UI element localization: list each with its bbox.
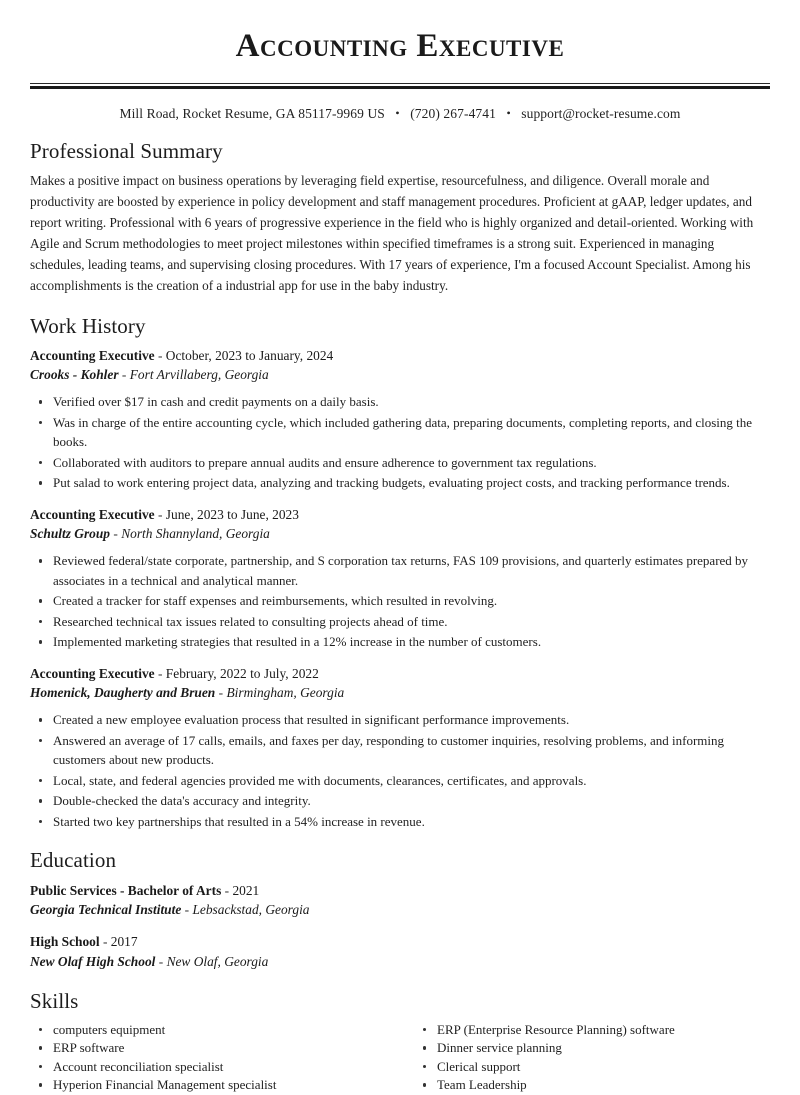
skills-list-right: [414, 1021, 770, 1095]
contact-line: [30, 106, 770, 122]
skills-columns: [30, 1021, 770, 1095]
section-heading-work-history: Work History: [30, 313, 146, 338]
contact-separator-2: •: [506, 106, 511, 121]
summary-text: Makes a positive impact on business operations by leveraging field expertise, resourcefulness, and diligence. Overall morale and productivity are boosted by experience in policy development and staff management procedures. Proficient at gAAP, ledger updates, and report writing. Professional with 6 years of progressive experience in the field who is highly organized and detail-oriented. Working with Agile and Scrum methodologies to meet project milestones within specified timeframes is a strong suit. Experienced in managing schedules, leading teams, and supervising closing procedures. With 17 years of experience, I'm a focused Account Specialist. Among his accomplishments is the creation of a industrial app for use in the baby industry.: [30, 173, 754, 293]
skills-column-right: [400, 1021, 770, 1095]
list-item: computers equipment: [30, 1021, 400, 1039]
company-separator: -: [113, 526, 118, 542]
divider-rule-thick: [30, 86, 770, 89]
list-item: Started two key partnerships that resulted in a 54% increase in revenue.: [30, 812, 770, 832]
job-title: Accounting Executive: [30, 665, 155, 681]
job-location: Fort Arvillaberg, Georgia: [129, 367, 269, 383]
list-item: Hyperion Financial Management specialist: [30, 1076, 400, 1094]
list-item: ERP (Enterprise Resource Planning) software: [414, 1021, 770, 1039]
list-item: Verified over $17 in cash and credit payments on a daily basis.: [30, 392, 770, 412]
job-company-line: [30, 365, 770, 385]
education-year: 2017: [110, 934, 138, 950]
education-school: Georgia Technical Institute: [30, 902, 182, 918]
education-degree-line: [30, 881, 770, 900]
list-item: Answered an average of 17 calls, emails, and faxes per day, responding to customer inquiries, resolving problems, and informing customers about new products.: [30, 731, 770, 770]
header-divider: [30, 83, 770, 89]
education-entry: [30, 932, 770, 972]
resume-header: [30, 26, 770, 122]
skills-column-left: [30, 1021, 400, 1095]
job-dates: October, 2023 to January, 2024: [165, 347, 334, 363]
resume-document: [0, 26, 800, 1095]
job-title: Accounting Executive: [30, 506, 155, 522]
education-school-separator: -: [158, 953, 164, 969]
section-heading-skills: Skills: [30, 988, 79, 1013]
job-separator: -: [157, 665, 163, 681]
page-title: Accounting Executive: [235, 28, 565, 64]
job-dates: February, 2022 to July, 2022: [165, 665, 319, 681]
job-company: Schultz Group: [30, 526, 111, 542]
contact-email[interactable]: support@rocket-resume.com: [521, 106, 681, 122]
education-separator: -: [224, 882, 230, 898]
job-title-line: [30, 505, 770, 524]
job-title-line: [30, 664, 770, 683]
list-item: Implemented marketing strategies that resulted in a 12% increase in the number of customers.: [30, 632, 770, 652]
job-separator: -: [157, 347, 163, 363]
education-degree: High School: [30, 934, 100, 950]
job-location: Birmingham, Georgia: [226, 685, 345, 701]
job-entry: [30, 664, 770, 832]
list-item: Was in charge of the entire accounting cycle, which included gathering data, preparing documents, completing reports, and closing the books.: [30, 413, 770, 452]
job-title: Accounting Executive: [30, 347, 155, 363]
job-company: Crooks - Kohler: [30, 367, 119, 383]
list-item: Team Leadership: [414, 1076, 770, 1094]
section-skills: [30, 989, 770, 1095]
job-entry: [30, 346, 770, 493]
list-item: Local, state, and federal agencies provided me with documents, clearances, certificates, and approvals.: [30, 771, 770, 791]
list-item: Account reconciliation specialist: [30, 1058, 400, 1076]
contact-address: Mill Road, Rocket Resume, GA 85117-9969 US: [119, 106, 385, 122]
job-separator: -: [157, 506, 163, 522]
list-item: Dinner service planning: [414, 1039, 770, 1057]
job-bullet-list: [30, 551, 770, 652]
job-company-line: [30, 524, 770, 544]
list-item: Double-checked the data's accuracy and integrity.: [30, 791, 770, 811]
list-item: ERP software: [30, 1039, 400, 1057]
company-separator: -: [121, 367, 127, 383]
education-separator: -: [102, 934, 108, 950]
education-school: New Olaf High School: [30, 953, 156, 969]
section-heading-education: Education: [30, 848, 117, 873]
job-company-line: [30, 683, 770, 703]
education-location: New Olaf, Georgia: [166, 953, 269, 969]
education-year: 2021: [232, 882, 260, 898]
skills-list-left: [30, 1021, 400, 1095]
list-item: Researched technical tax issues related to consulting projects ahead of time.: [30, 612, 770, 632]
list-item: Collaborated with auditors to prepare annual audits and ensure adherence to government tax regulations.: [30, 453, 770, 473]
list-item: Reviewed federal/state corporate, partnership, and S corporation tax returns, FAS 109 provisions, and quarterly estimates prepared by associates in a technical and analytical manner.: [30, 551, 770, 590]
education-school-line: [30, 952, 770, 972]
job-company: Homenick, Daugherty and Bruen: [30, 685, 216, 701]
contact-phone[interactable]: (720) 267-4741: [410, 106, 496, 122]
job-entry: [30, 505, 770, 652]
list-item: Created a new employee evaluation process that resulted in significant performance improvements.: [30, 710, 770, 730]
company-separator: -: [218, 685, 224, 701]
contact-separator-1: •: [395, 106, 400, 121]
education-degree: Public Services - Bachelor of Arts: [30, 882, 222, 898]
job-dates: June, 2023 to June, 2023: [165, 506, 299, 522]
list-item: Created a tracker for staff expenses and reimbursements, which resulted in revolving.: [30, 591, 770, 611]
list-item: Put salad to work entering project data, analyzing and tracking budgets, evaluating project costs, and tracking performance trends.: [30, 473, 770, 493]
job-bullet-list: [30, 710, 770, 831]
job-title-line: [30, 346, 770, 365]
list-item: Clerical support: [414, 1058, 770, 1076]
education-school-separator: -: [184, 902, 190, 918]
education-entry: [30, 881, 770, 921]
education-degree-line: [30, 932, 770, 951]
education-location: Lebsackstad, Georgia: [192, 902, 310, 918]
section-work-history: [30, 314, 770, 832]
job-bullet-list: [30, 392, 770, 493]
education-school-line: [30, 900, 770, 920]
section-heading-summary: Professional Summary: [30, 139, 223, 164]
section-professional-summary: [30, 139, 770, 296]
job-location: North Shannyland, Georgia: [121, 526, 270, 542]
section-education: [30, 848, 770, 971]
